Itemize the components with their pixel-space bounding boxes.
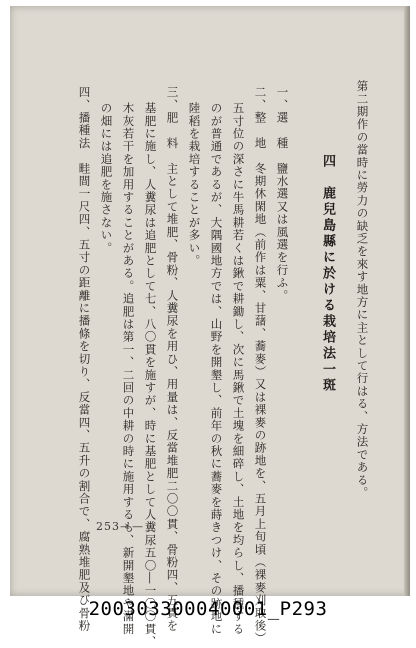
body-line-5: 陸稻を栽培することが多い。 [187,102,202,268]
body-line-9: の畑には追肥を施さない。 [99,102,114,255]
body-line-3: 五寸位の深さに牛馬耕若くは鍬で耕鋤し、次に馬鍬で土塊を細碎し、土地を均らし、播種する [231,102,246,636]
body-line-1: 一、選 種 鹽水選又は風選を行ふ。 [275,86,290,302]
body-line-10: 四、播種法 畦間一尺四、五寸の距離に播條を切り、反當四、五升の割合で、腐熟堆肥及び骨粉 [77,86,92,633]
body-line-7: 基肥に施し、人糞尿は追肥として七、八〇貫を施すが、時に基肥として人糞尿五〇―一〇〇貫、 [143,102,158,648]
body-line-2: 二、整 地 冬期休閑地（前作は粟、甘藷、蕎麥）又は裸麥の跡地を、五月上旬頃（裸麥刈取後） [253,86,268,645]
body-line-4: のが普通であるが、大隅國地方では、山野を開墾し、前年の秋に蕎麥を蒔きつけ、その跡地に [209,102,224,636]
image-caption: 200303300040001_P293 [88,598,328,620]
section-heading: 四 鹿兒島縣に於ける栽培法一斑 [320,154,335,394]
page-number: 253—— [96,520,144,533]
body-line-8: 木灰若干を加用することがある。追肥は第一、二回の中耕の時に施用するも、新開墾地や滿開 [121,102,136,636]
body-line-6: 三、肥 料 主として堆肥、骨粉、人糞尿を用ひ、用量は、反當堆肥二〇〇貫、骨粉四、五貫を [165,86,180,633]
intro-line: 第二期作の當時に勞力の缺乏を來す地方に主として行はる、方法である。 [355,80,370,500]
